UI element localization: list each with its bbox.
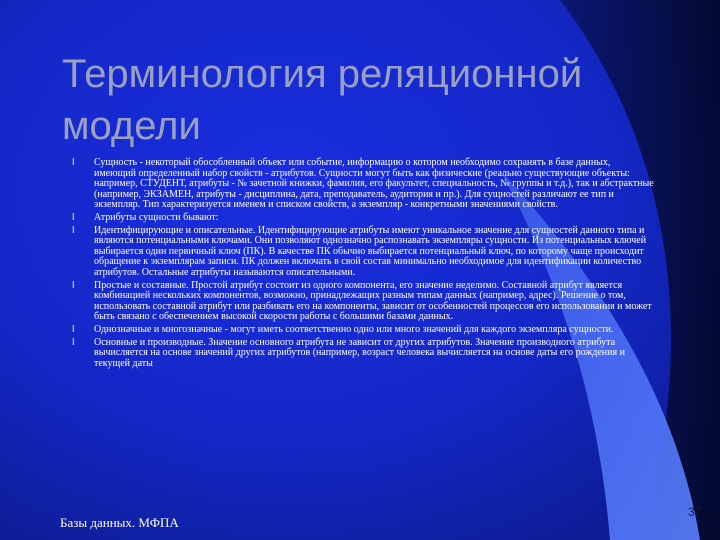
bullet-list bbox=[72, 158, 654, 371]
list-item bbox=[72, 325, 654, 336]
list-item-text: Простые и составные. Простой атрибут состоит из одного компонента, его значение неделимо. Составной атрибут является комбинацией нескольких компонентов, возможно, принадлежащих разным типам данных (например, адрес). Решение о том, использовать составной атрибут или разбивать его на компоненты, зависит от особенностей процессов его использования и может быть связано с обеспечением высокой скорости работы с большими базами данных. bbox=[94, 279, 652, 323]
bullet-icon: l bbox=[72, 324, 75, 335]
bullet-icon: l bbox=[72, 337, 75, 348]
list-item bbox=[72, 158, 654, 211]
list-item-text: Основные и производные. Значение основного атрибута не зависит от других атрибутов. Значение производного атрибута вычисляется на основе значений других атрибутов (например, возраст человека вычисляется на основе даты его рождения и текущей даты bbox=[94, 336, 625, 369]
list-item bbox=[72, 213, 654, 224]
list-item bbox=[72, 338, 654, 370]
slide-footer: Базы данных. МФПА bbox=[60, 515, 179, 530]
list-item-text: Сущность - некоторый обособленный объект или событие, информацию о котором необходимо сохранять в базе данных, имеющий определенный набор свойств - атрибутов. Сущности могут быть как физические (реально существующие объекты: например, СТУДЕНТ, атрибуты - № зачетной книжки, фамилия, его факультет, специальность, № группы и т.д.), так и абстрактные (например, ЭКЗАМЕН, атрибуты - дисциплина, дата, преподаватель, аудитория и пр.). Для сущностей различают ее тип и экземпляр. Тип характеризуется именем и списком свойств, а экземпляр - конкретными значениями свойств. bbox=[94, 157, 654, 211]
page-number: 37 bbox=[688, 505, 702, 519]
bullet-icon: l bbox=[72, 225, 75, 236]
bullet-icon: l bbox=[72, 212, 75, 223]
bullet-icon: l bbox=[72, 280, 75, 291]
list-item bbox=[72, 226, 654, 279]
slide-title: Терминология реляционной модели bbox=[62, 52, 583, 148]
list-item-text: Атрибуты сущности бывают: bbox=[94, 211, 219, 223]
list-item-text: Идентифицирующие и описательные. Идентифицирующие атрибуты имеют уникальное значение для сущностей данного типа и являются потенциальными ключами. Они позволяют однозначно распознавать экземпляры сущности. Из потенциальных ключей выбирается один первичный ключ (ПК). В качестве ПК обычно выбирается потенциальный ключ, по которому чаще происходит обращение к экземплярам записи. ПК должен включать в свой состав минимально необходимое для идентификации количество атрибутов. Остальные атрибуты называются описательными. bbox=[94, 224, 647, 278]
list-item-text: Однозначные и многозначные - могут иметь соответственно одно или много значений для каждого экземпляра сущности. bbox=[94, 323, 614, 335]
bullet-icon: l bbox=[72, 158, 75, 168]
list-item bbox=[72, 281, 654, 323]
